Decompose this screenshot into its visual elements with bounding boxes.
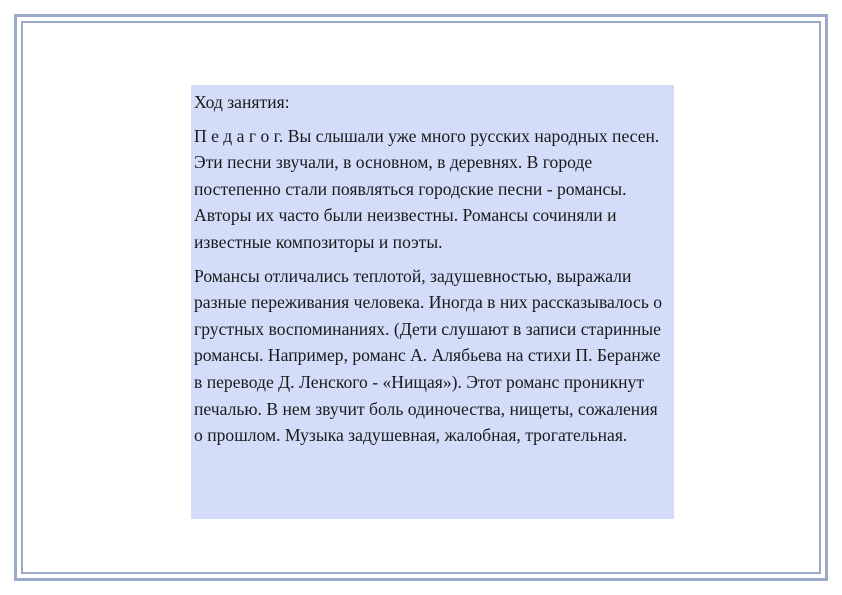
lesson-paragraph-1: П е д а г о г. Вы слышали уже много русских народных песен. Эти песни звучали, в основном, в деревнях. В городе постепенно стали появляться городские песни - романсы. Авторы их часто были неизвестны. Романсы сочиняли и известные композиторы и поэты. [194, 125, 660, 252]
lesson-text-box [191, 85, 674, 519]
lesson-paragraph-2: Романсы отличались теплотой, задушевностью, выражали разные переживания человека. Иногда в них рассказывалось о грустных воспоминаниях. (Дети слушают в записи старинные романсы. Например, романс А. Алябьева на стихи П. Беранже в переводе Д. Ленского - «Нищая»). Этот романс проникнут печалью. В нем звучит боль одиночества, нищеты, сожаления о прошлом. Музыка задушевная, жалобная, трогательная. [194, 265, 663, 446]
lesson-heading: Ход занятия: [194, 92, 290, 112]
